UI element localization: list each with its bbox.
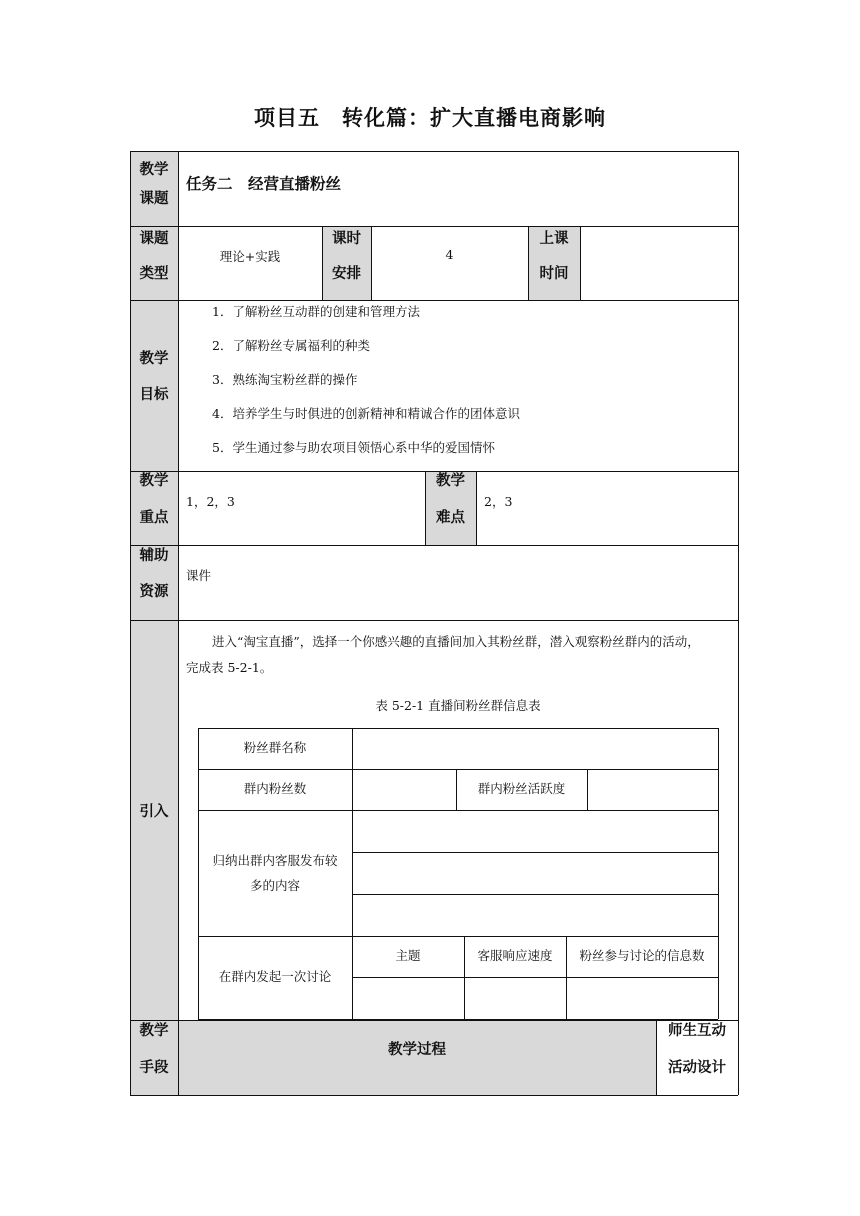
difficulty-label-line2: 难点 bbox=[436, 510, 465, 526]
goal-item-1: 1．了解粉丝互动群的创建和管理方法 bbox=[212, 304, 420, 319]
process-header: 教学过程 bbox=[388, 1042, 446, 1058]
col-topic: 主题 bbox=[395, 948, 421, 963]
resource-label-line1: 辅助 bbox=[139, 548, 169, 564]
page-title: 项目五 转化篇：扩大直播电商影响 bbox=[254, 106, 606, 130]
hours-value: 4 bbox=[445, 247, 454, 262]
goal-item-2: 2．了解粉丝专属福利的种类 bbox=[212, 338, 370, 353]
time-label-line1: 上课 bbox=[539, 231, 569, 247]
fan-count-label: 群内粉丝数 bbox=[243, 781, 307, 796]
resource-label-line2: 资源 bbox=[139, 584, 169, 600]
intro-label: 引入 bbox=[139, 804, 169, 820]
goal-item-5: 5．学生通过参与助农项目领悟心系中华的爱国情怀 bbox=[212, 440, 495, 455]
topic-value: 任务二 经营直播粉丝 bbox=[186, 175, 342, 193]
type-value: 理论+实践 bbox=[219, 249, 281, 264]
col-response-speed: 客服响应速度 bbox=[477, 948, 553, 963]
goal-item-3: 3．熟练淘宝粉丝群的操作 bbox=[212, 372, 358, 387]
fan-group-name-label: 粉丝群名称 bbox=[243, 740, 307, 755]
time-label-line2: 时间 bbox=[539, 266, 569, 282]
inner-table-caption: 表 5-2-1 直播间粉丝群信息表 bbox=[375, 698, 541, 713]
hours-label-line1: 课时 bbox=[332, 231, 361, 247]
hours-label-line2: 安排 bbox=[332, 266, 361, 282]
topic-label-line1: 教学 bbox=[139, 162, 169, 178]
key-label-line1: 教学 bbox=[139, 473, 169, 489]
activity-header-line2: 活动设计 bbox=[668, 1060, 726, 1076]
topic-label-line2: 课题 bbox=[139, 191, 169, 207]
goal-item-4: 4．培养学生与时俱进的创新精神和精诚合作的团体意识 bbox=[212, 406, 520, 421]
goal-label-line1: 教学 bbox=[139, 351, 169, 367]
difficulty-label-line1: 教学 bbox=[436, 473, 465, 489]
col-message-count: 粉丝参与讨论的信息数 bbox=[579, 948, 705, 963]
discussion-label: 在群内发起一次讨论 bbox=[218, 969, 332, 984]
type-label-line2: 类型 bbox=[139, 266, 169, 282]
goal-label-line2: 目标 bbox=[139, 387, 169, 403]
resource-value: 课件 bbox=[186, 568, 212, 583]
service-content-label-line2: 多的内容 bbox=[249, 878, 300, 893]
activity-header-line1: 师生互动 bbox=[668, 1023, 726, 1039]
key-value: 1，2，3 bbox=[186, 494, 235, 509]
method-label-line1: 教学 bbox=[139, 1023, 169, 1039]
difficulty-value: 2，3 bbox=[484, 494, 513, 509]
key-label-line2: 重点 bbox=[139, 510, 169, 526]
method-label-line2: 手段 bbox=[139, 1060, 169, 1076]
intro-text-line2: 完成表 5-2-1。 bbox=[186, 660, 273, 675]
type-label-line1: 课题 bbox=[139, 231, 169, 247]
service-content-label-line1: 归纳出群内客服发布较 bbox=[212, 853, 338, 868]
intro-text-line1: 进入“淘宝直播”，选择一个你感兴趣的直播间加入其粉丝群，潜入观察粉丝群内的活动， bbox=[212, 634, 700, 649]
fan-activity-label: 群内粉丝活跃度 bbox=[477, 781, 566, 796]
